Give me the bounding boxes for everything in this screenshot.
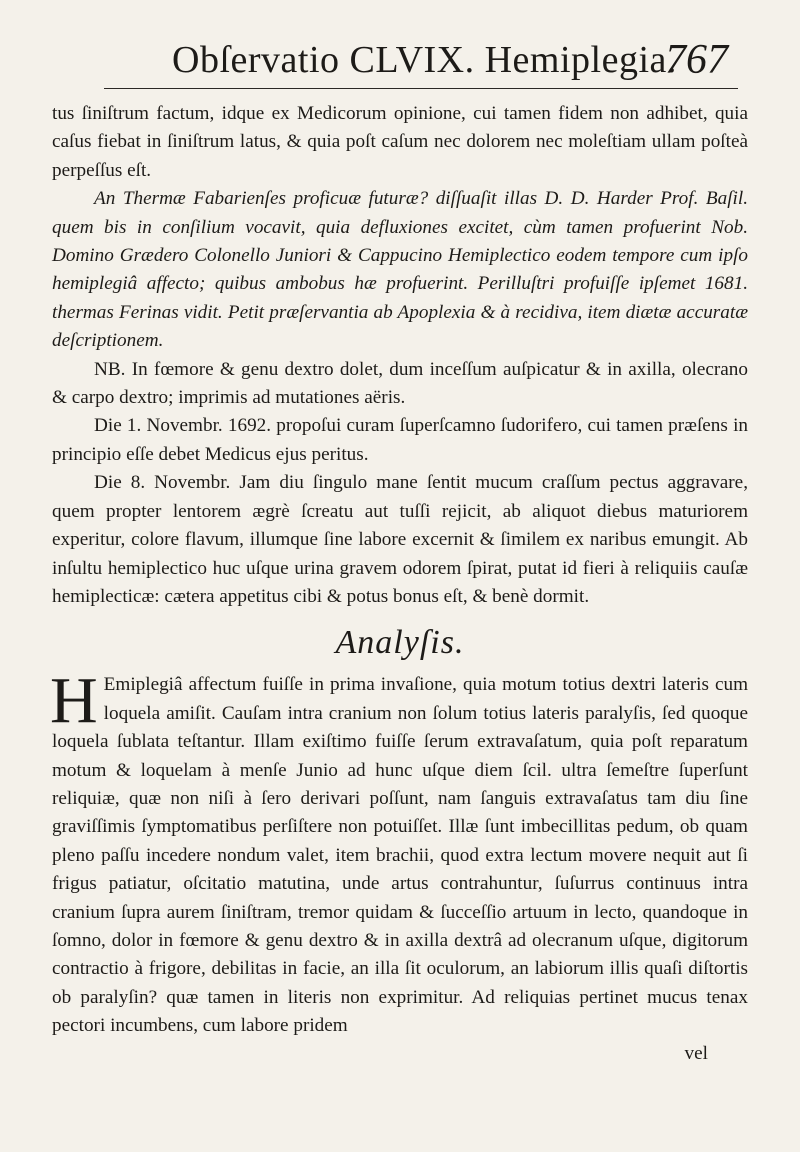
drop-cap: H [50, 664, 98, 738]
paragraph-continuation: tus ſiniſtrum factum, idque ex Medicorum opinione, cui tamen fidem non adhibet, quia caſus fiebat in ſiniſtrum latus, & quia poſt caſum nec dolorem nec moleſtiam ullam poſteà perpeſſus eſt. [52, 103, 748, 181]
paragraph-november-1: Die 1. Novembr. 1692. propoſui curam ſuperſcamno ſudorifero, cui tamen præſens in principio eſſe debet Medicus ejus peritus. [52, 415, 748, 465]
running-header [52, 32, 748, 88]
analysis-text: Emiplegiâ affectum fuiſſe in prima invaſione, quia motum totius dextri lateris cum loquela amiſit. Cauſam intra cranium non ſolum totius lateris paralyſis, ſed quoque loquela ſublata teſtantur. Illam exiſtimo fuiſſe ſerum extravaſatum, quia poſt reparatum motum & loquelam à menſe Junio ad hunc uſque diem ſcil. ultra ſemeſtre ſuperſunt reliquiæ, quæ non niſi à ſero derivari poſſunt, nam ſanguis extravaſatus tam diu ſine graviſſimis ſymptomatibus perſiſtere non potuiſſet. Illæ ſunt imbecillitas pedum, ob quam pleno paſſu incedere nondum valet, item brachii, quod extra lectum movere nequit aut ſi frigus patiatur, oſcitatio matutina, unde artus contrahuntur, ſuſurrus continuus intra cranium ſupra aurem ſiniſtram, tremor quidam & ſucceſſio artuum in lecto, quandoque in ſomno, dolor in fœmore & genu dextro & in axilla dextrâ ad olecranum uſque, digitorum contractio à frigore, debilitas in facie, an illa ſit oculorum, an labiorum illis quaſi diſtortis ob paralyſin? quæ tamen in literis non exprimitur. Ad reliquias pertinet mucus tenax pectori incumbens, cum labore pridem [52, 674, 748, 1037]
paragraph-november-8: Die 8. Novembr. Jam diu ſingulo mane ſentit mucum craſſum pectus aggravare, quem propter lentorem ægrè ſcreatu aut tuſſi rejicit, ab aliquot diebus maturiorem experitur, colore flavum, illumque ſine labore excernit & ſimilem ex naribus emungit. Ab inſultu hemiplectico huc uſque urina gravem odorem ſpirat, putat id fieri à reliquiis cauſæ hemiplecticæ: cætera appetitus cibi & potus bonus eſt, & benè dormit. [52, 472, 748, 607]
analysis-heading: Analyſis. [335, 624, 465, 662]
page-number: 767 [665, 37, 728, 83]
catchword: vel [684, 1042, 708, 1064]
running-title: Obſervatio CLVIX. Hemiplegia. [172, 39, 677, 81]
body-text [52, 100, 748, 1067]
paragraph-analysis [50, 664, 748, 1040]
paragraph-thermae-question: An Thermæ Fabarienſes proficuæ futuræ? diſſuaſit illas D. D. Harder Prof. Baſil. quem bis in conſilium vocavit, quia defluxiones excitet, cùm tamen profuerint Nob. Domino Grædero Colonello Juniori & Cappucino Hemiplectico eodem tempore cum ipſo hemiplegiâ affecto; quibus ambobus hæ profuerint. Perilluſtri profuiſſe ipſemet 1681. thermas Ferinas vidit. Petit præſervantia ab Apoplexia & à recidiva, item diætæ accuratæ deſcriptionem. [52, 188, 748, 352]
header-rule [104, 88, 738, 89]
paragraph-nota-bene: NB. In fœmore & genu dextro dolet, dum inceſſum auſpicatur & in axilla, olecrano & carpo dextro; imprimis ad mutationes aëris. [52, 358, 748, 409]
